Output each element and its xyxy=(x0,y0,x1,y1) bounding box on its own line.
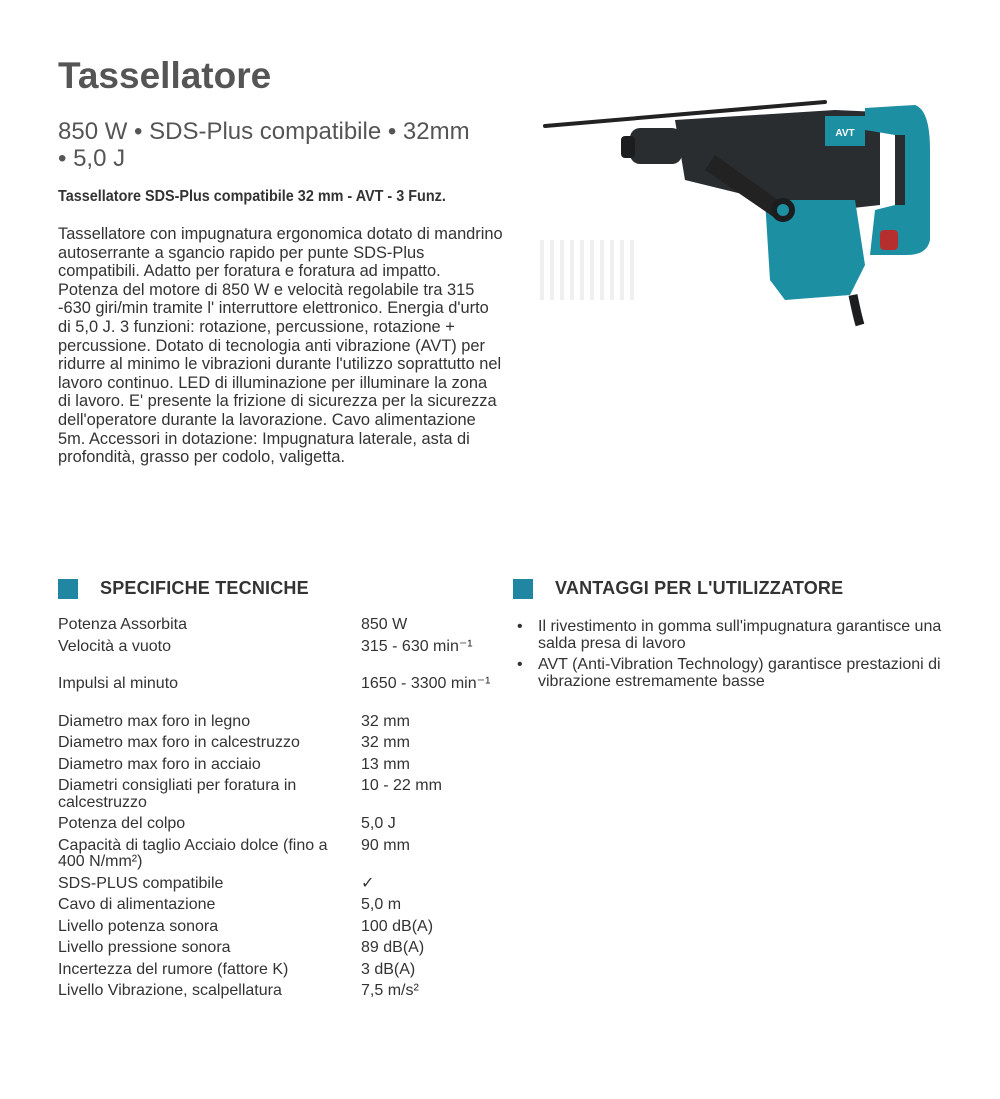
spec-row xyxy=(58,735,518,752)
section-marker-icon xyxy=(513,579,533,599)
spec-section-header xyxy=(58,578,309,599)
product-description: Tassellatore con impugnatura ergonomica dotato di mandrino autoserrante a sgancio rapido per punte SDS-Plus compatibili. Adatto per foratura e foratura ad impatto. Potenza del motore di 850 W e velocità regolabile tra 315 -630 giri/min tramite l' interruttore elettronico. Energia d'urto di 5,0 J. 3 funzioni: rotazione, percussione, rotazione + percussione. Dotato di tecnologia anti vibrazione (AVT) per ridurre al minimo le vibrazioni durante l'utilizzo soprattutto nel lavoro continuo. LED di illuminazione per illuminare la zona di lavoro. E' presente la frizione di sicurezza per la sicurezza dell'operatore durante la lavorazione. Cavo alimentazione 5m. Accessori in dotazione: Impugnatura laterale, asta di profondità, grasso per codolo, valigetta. xyxy=(58,225,503,467)
benefit-list xyxy=(513,618,958,694)
spec-value: 5,0 J xyxy=(361,815,396,832)
spec-label: SDS-PLUS compatibile xyxy=(58,874,224,892)
benefit-text: Il rivestimento in gomma sull'impugnatura garantisce una salda presa di lavoro xyxy=(538,618,942,652)
spec-value: 32 mm xyxy=(361,734,410,751)
spec-value: 10 - 22 mm xyxy=(361,777,442,794)
spec-row xyxy=(58,639,518,656)
benefit-section-header xyxy=(513,578,843,599)
spec-row xyxy=(58,897,518,914)
spec-row xyxy=(58,778,518,811)
product-subtitle: 850 W • SDS-Plus compatibile • 32mm • 5,0 J xyxy=(58,118,470,172)
spec-row xyxy=(58,816,518,833)
chuck xyxy=(630,128,682,164)
benefit-item xyxy=(513,656,958,690)
spec-row xyxy=(58,919,518,936)
spec-label: Capacità di taglio Acciaio dolce (fino a 400 N/mm²) xyxy=(58,836,328,870)
spec-label: Diametro max foro in legno xyxy=(58,712,251,730)
spec-value: 1650 - 3300 min⁻¹ xyxy=(361,675,491,692)
spec-label: Velocità a vuoto xyxy=(58,637,171,655)
benefit-item xyxy=(513,618,958,652)
spec-row xyxy=(58,714,518,731)
spec-label: Livello Vibrazione, scalpellatura xyxy=(58,982,282,999)
spec-row xyxy=(58,983,518,1000)
spec-label: Incertezza del rumore (fattore K) xyxy=(58,960,289,978)
spec-label: Diametro max foro in calcestruzzo xyxy=(58,734,300,751)
spec-label: Potenza del colpo xyxy=(58,815,186,832)
benefit-heading: VANTAGGI PER L'UTILIZZATORE xyxy=(555,578,844,598)
bullet-icon: • xyxy=(517,656,523,673)
spec-row xyxy=(58,617,518,634)
spec-value: 100 dB(A) xyxy=(361,917,434,935)
section-marker-icon xyxy=(58,579,78,599)
spec-value: 315 - 630 min⁻¹ xyxy=(361,637,473,655)
bullet-icon: • xyxy=(517,618,523,635)
spec-value: 13 mm xyxy=(361,755,410,773)
spec-value: 3 dB(A) xyxy=(361,960,416,978)
spec-value: ✓ xyxy=(361,874,375,892)
spec-value: 850 W xyxy=(361,616,408,633)
spec-value: 90 mm xyxy=(361,836,410,854)
spec-label: Cavo di alimentazione xyxy=(58,896,216,913)
spec-value: 5,0 m xyxy=(361,896,402,913)
page-title: Tassellatore xyxy=(58,55,272,96)
spec-row xyxy=(58,876,518,893)
spec-row xyxy=(58,940,518,957)
spec-table xyxy=(58,617,518,1000)
spec-label: Livello pressione sonora xyxy=(58,939,231,956)
spec-row xyxy=(58,838,518,871)
avt-badge: AVT xyxy=(835,128,855,139)
spec-label: Potenza Assorbita xyxy=(58,616,187,633)
spec-row xyxy=(58,676,518,693)
product-image xyxy=(535,90,955,330)
spec-label: Impulsi al minuto xyxy=(58,675,179,692)
spec-value: 89 dB(A) xyxy=(361,939,425,956)
spec-label: Diametro max foro in acciaio xyxy=(58,755,261,773)
background-stripes xyxy=(540,240,634,300)
spec-label: Diametri consigliati per foratura in calcestruzzo xyxy=(58,777,297,811)
spec-label: Livello potenza sonora xyxy=(58,917,219,935)
spec-heading: SPECIFICHE TECNICHE xyxy=(100,578,309,598)
spec-row xyxy=(58,962,518,979)
power-cord xyxy=(853,295,860,325)
product-model-name: Tassellatore SDS-Plus compatibile 32 mm - AVT - 3 Funz. xyxy=(58,188,446,205)
spec-row xyxy=(58,757,518,774)
spec-value: 7,5 m/s² xyxy=(361,982,419,999)
benefit-text: AVT (Anti-Vibration Technology) garantisce prestazioni di vibrazione estremamente basse xyxy=(538,656,941,690)
spec-value: 32 mm xyxy=(361,712,410,730)
